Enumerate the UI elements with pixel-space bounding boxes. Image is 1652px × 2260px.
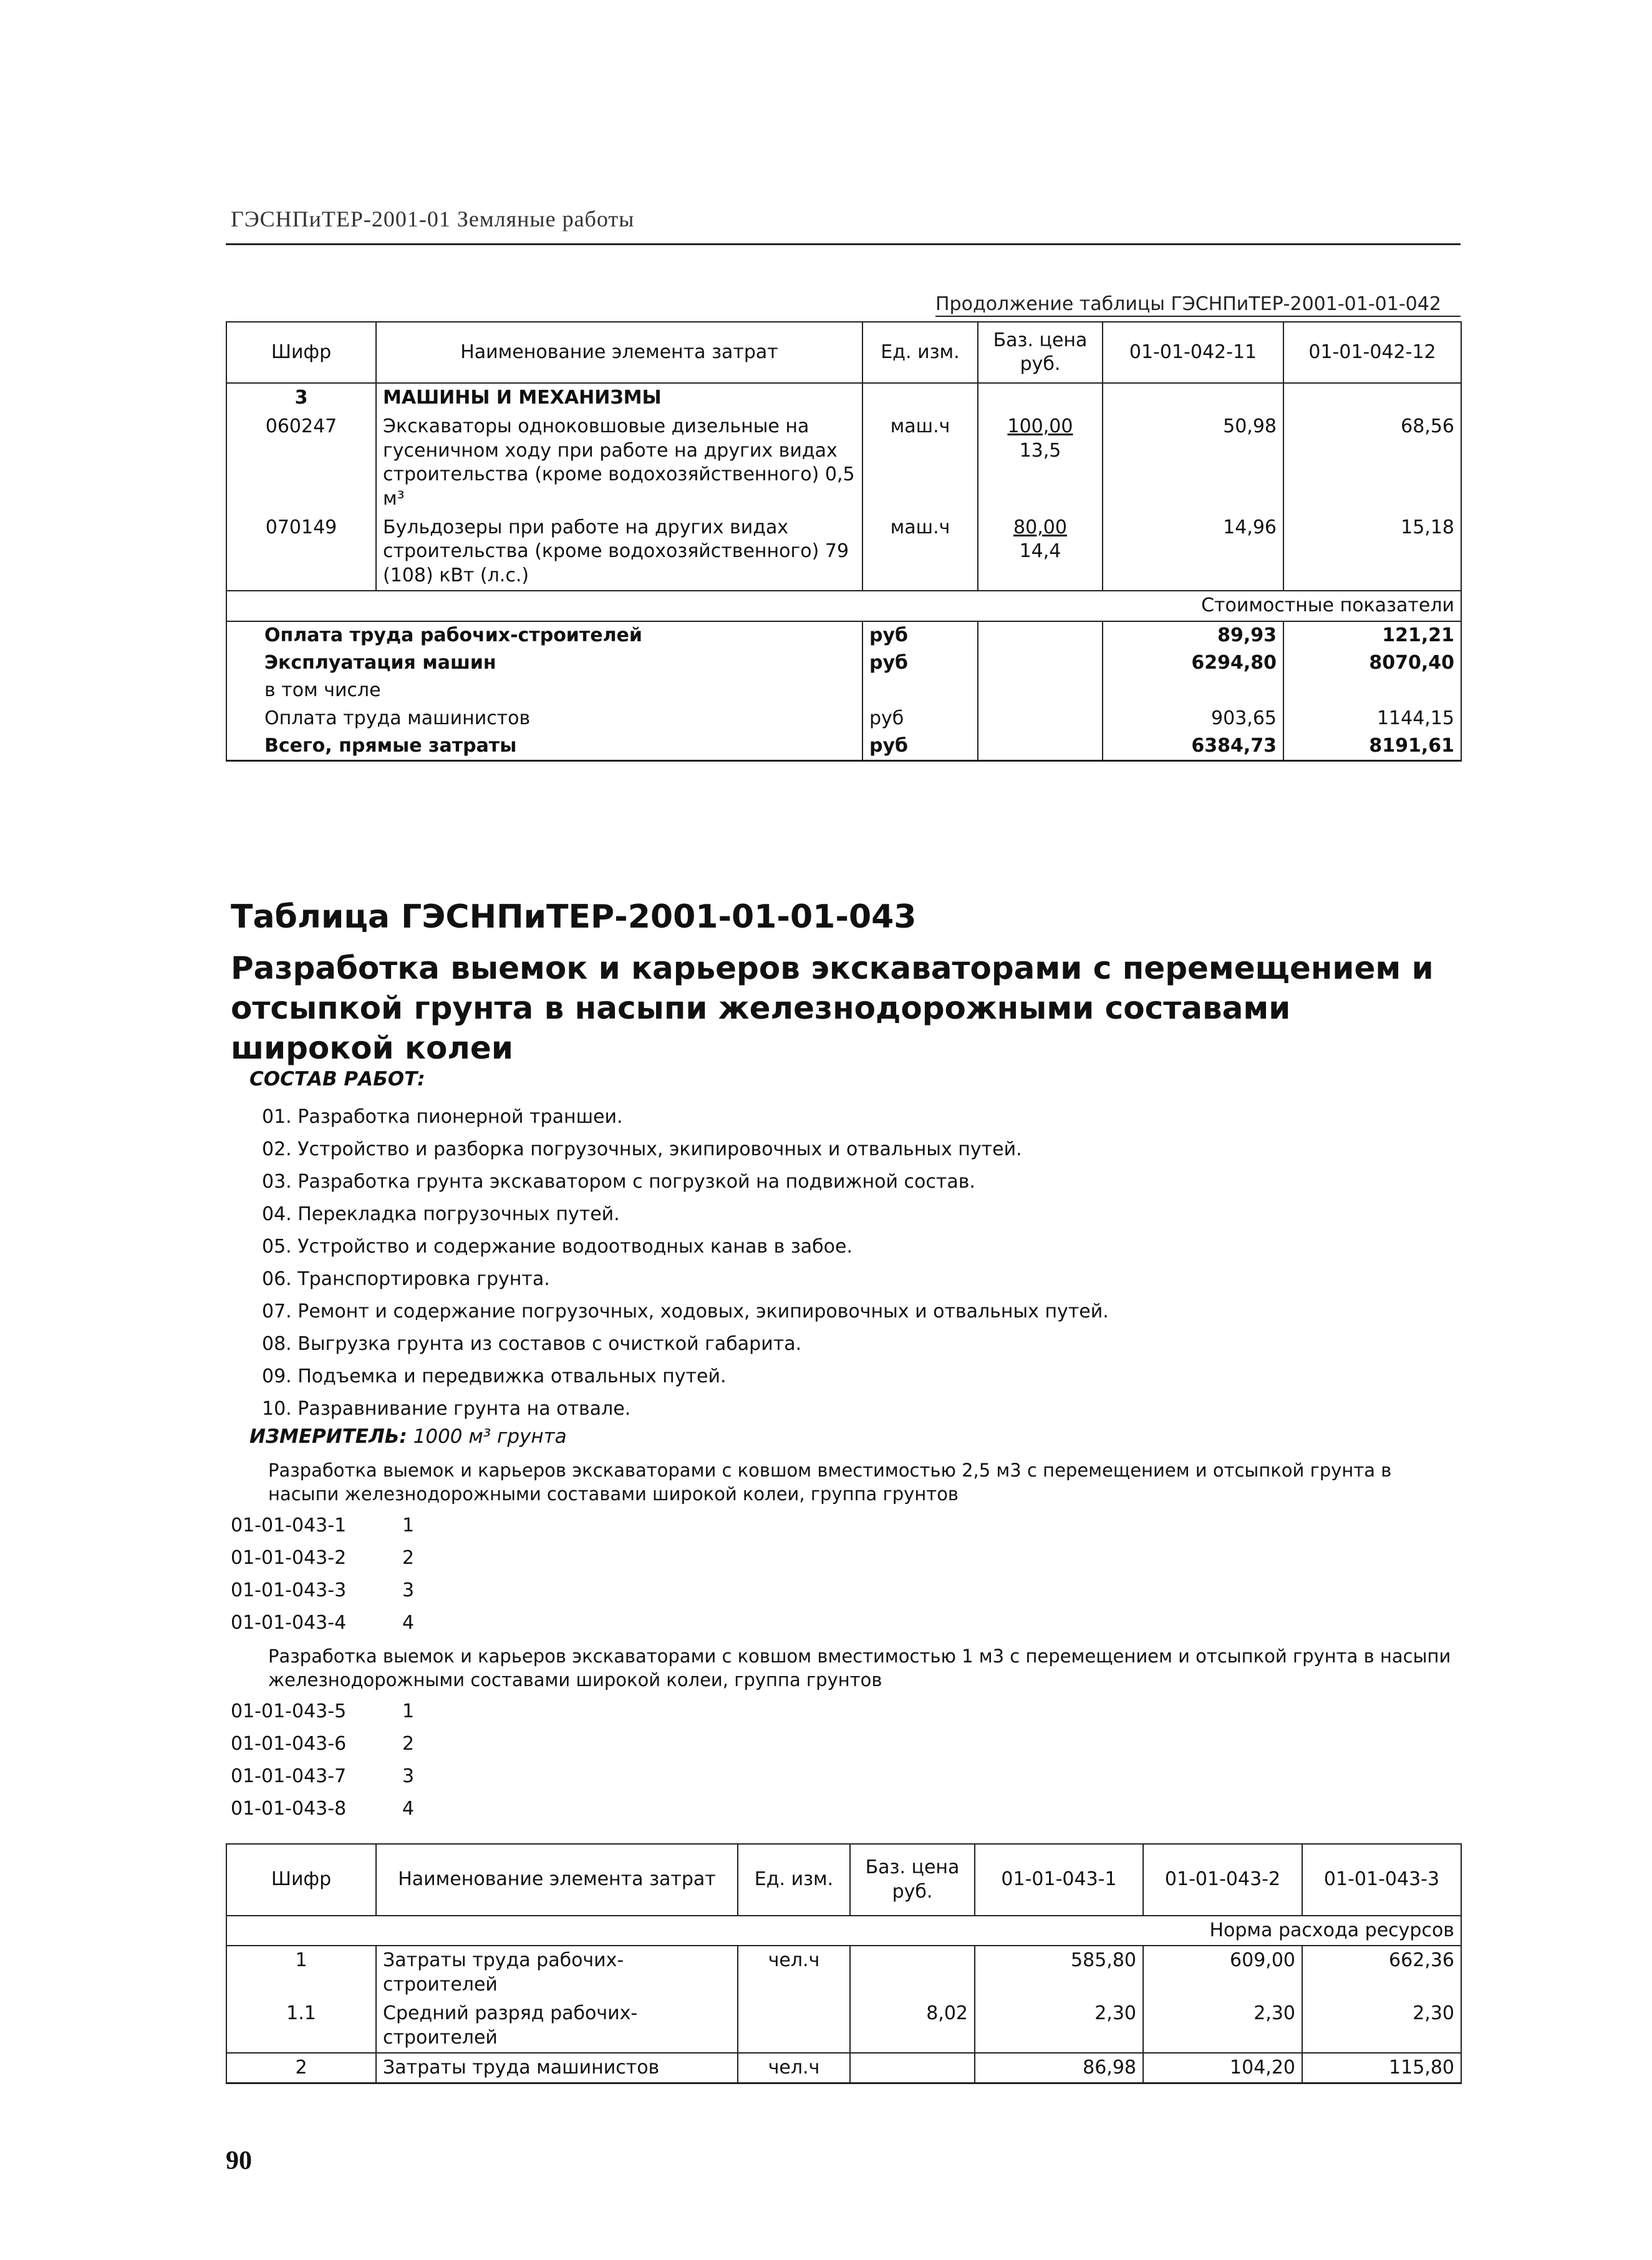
code: 01-01-043-5 <box>231 1700 347 1722</box>
summary-value-1: 6294,80 <box>1103 649 1283 677</box>
table-row <box>226 1999 1461 2053</box>
list-item: 06. Транспортировка грунта. <box>262 1268 550 1290</box>
group-description-1: Разработка выемок и карьеров экскаваторами с ковшом вместимостью 2,5 м3 с перемещением и отсыпкой грунта в насыпи железнодорожными составами широкой колеи, группа грунтов <box>268 1460 1392 1505</box>
summary-value-2: 8070,40 <box>1283 649 1461 677</box>
summary-label: Оплата труда машинистов <box>226 705 862 732</box>
code-row <box>231 1607 414 1639</box>
row-name: Затраты труда машинистов <box>376 2053 738 2083</box>
soil-group: 4 <box>402 1612 415 1634</box>
code-row <box>231 1760 414 1793</box>
header-col-043-1: 01-01-043-1 <box>975 1844 1143 1916</box>
summary-unit: руб <box>862 732 978 761</box>
code: 01-01-043-4 <box>231 1612 347 1634</box>
group-description-2: Разработка выемок и карьеров экскаваторами с ковшом вместимостью 1 м3 с перемещением и отсыпкой грунта в насыпи железнодорожными составами широкой колеи, группа грунтов <box>268 1646 1451 1690</box>
header-unit: Ед. изм. <box>862 322 978 383</box>
code-row <box>231 1793 414 1825</box>
summary-value-1 <box>1103 677 1283 704</box>
code: 01-01-043-3 <box>231 1579 347 1601</box>
summary-label: в том числе <box>226 677 862 704</box>
summary-unit: руб <box>862 621 978 649</box>
soil-group: 4 <box>402 1798 415 1820</box>
group-codes-1 <box>231 1510 414 1639</box>
row-value-3: 2,30 <box>1302 1999 1461 2053</box>
table-row <box>226 412 1461 513</box>
header-code: Шифр <box>226 1844 376 1916</box>
code-row <box>231 1574 414 1607</box>
summary-label: Эксплуатация машин <box>226 649 862 677</box>
row-price-secondary: 13,5 <box>1019 439 1061 462</box>
cost-header: Стоимостные показатели <box>226 591 1461 621</box>
row-value-1: 86,98 <box>975 2053 1143 2083</box>
soil-group: 2 <box>402 1733 415 1755</box>
code-row <box>231 1510 414 1542</box>
code: 01-01-043-2 <box>231 1547 347 1569</box>
header-code: Шифр <box>226 322 376 383</box>
list-item: 08. Выгрузка грунта из составов с очисткой габарита. <box>262 1333 802 1355</box>
work-steps-list <box>262 1101 1109 1425</box>
row-unit: чел.ч <box>738 2053 850 2083</box>
row-code: 1 <box>226 1946 376 1999</box>
soil-group: 3 <box>402 1579 415 1601</box>
row-name: Средний разряд рабочих-строителей <box>376 1999 738 2053</box>
row-value-1: 14,96 <box>1103 513 1283 591</box>
row-code: 2 <box>226 2053 376 2083</box>
list-item: 04. Перекладка погрузочных путей. <box>262 1203 620 1225</box>
table-row <box>226 1946 1461 1999</box>
row-price-value: 100,00 <box>1007 415 1073 438</box>
summary-unit: руб <box>862 705 978 732</box>
code-row <box>231 1542 414 1574</box>
group-codes-2 <box>231 1695 414 1825</box>
row-name: Затраты труда рабочих-строителей <box>376 1946 738 1999</box>
summary-value-1: 6384,73 <box>1103 732 1283 761</box>
row-price <box>850 1946 975 1999</box>
header-rule <box>226 243 1461 245</box>
row-value-2: 15,18 <box>1283 513 1461 591</box>
continuation-note: Продолжение таблицы ГЭСНПиТЕР-2001-01-01-042 <box>935 293 1441 315</box>
table-header-row <box>226 1844 1461 1916</box>
row-unit <box>738 1999 850 2053</box>
list-item: 02. Устройство и разборка погрузочных, экипировочных и отвальных путей. <box>262 1138 1022 1160</box>
summary-label: Всего, прямые затраты <box>226 732 862 761</box>
row-value-2: 68,56 <box>1283 412 1461 513</box>
header-col-043-2: 01-01-043-2 <box>1143 1844 1302 1916</box>
cost-header-row <box>226 591 1461 621</box>
continuation-note-underline <box>935 316 1461 317</box>
row-code: 070149 <box>226 513 376 591</box>
header-col-042-11: 01-01-042-11 <box>1103 322 1283 383</box>
table-section-row <box>226 383 1461 412</box>
norm-header-row <box>226 1916 1461 1946</box>
row-price <box>850 2053 975 2083</box>
row-unit: чел.ч <box>738 1946 850 1999</box>
running-header: ГЭСНПиТЕР-2001-01 Земляные работы <box>231 206 635 231</box>
summary-unit: руб <box>862 649 978 677</box>
list-item: 01. Разработка пионерной траншеи. <box>262 1106 623 1128</box>
header-col-042-12: 01-01-042-12 <box>1283 322 1461 383</box>
row-value-3: 662,36 <box>1302 1946 1461 1999</box>
soil-group: 1 <box>402 1515 415 1536</box>
list-item: 10. Разравнивание грунта на отвале. <box>262 1398 631 1420</box>
page-number: 90 <box>226 2146 252 2175</box>
row-code: 1.1 <box>226 1999 376 2053</box>
code-row <box>231 1695 414 1728</box>
summary-row <box>226 621 1461 649</box>
work-composition-label: СОСТАВ РАБОТ: <box>249 1068 425 1090</box>
soil-group: 2 <box>402 1547 415 1569</box>
soil-group: 3 <box>402 1765 415 1787</box>
code: 01-01-043-1 <box>231 1515 347 1536</box>
row-price: 8,02 <box>850 1999 975 2053</box>
summary-value-1: 903,65 <box>1103 705 1283 732</box>
code-row <box>231 1728 414 1760</box>
row-value-1: 50,98 <box>1103 412 1283 513</box>
header-name: Наименование элемента затрат <box>376 1844 738 1916</box>
header-price: Баз. цена руб. <box>978 322 1103 383</box>
list-item: 09. Подъемка и передвижка отвальных путей. <box>262 1365 727 1387</box>
row-price-value: 80,00 <box>1013 516 1067 538</box>
list-item: 07. Ремонт и содержание погрузочных, ходовых, экипировочных и отвальных путей. <box>262 1301 1109 1322</box>
row-value-2: 609,00 <box>1143 1946 1302 1999</box>
code: 01-01-043-7 <box>231 1765 347 1787</box>
table-header-row <box>226 322 1461 383</box>
row-value-2: 104,20 <box>1143 2053 1302 2083</box>
resource-table-043 <box>226 1843 1462 2084</box>
row-unit: маш.ч <box>862 513 978 591</box>
header-price: Баз. цена руб. <box>850 1844 975 1916</box>
row-value-1: 2,30 <box>975 1999 1143 2053</box>
table-title: Таблица ГЭСНПиТЕР-2001-01-01-043 <box>231 898 917 936</box>
summary-row <box>226 677 1461 704</box>
code: 01-01-043-8 <box>231 1798 347 1820</box>
summary-value-2: 8191,61 <box>1283 732 1461 761</box>
list-item: 05. Устройство и содержание водоотводных канав в забое. <box>262 1236 853 1258</box>
summary-value-2: 121,21 <box>1283 621 1461 649</box>
measure-label: ИЗМЕРИТЕЛЬ: <box>249 1425 407 1448</box>
table-row <box>226 513 1461 591</box>
code: 01-01-043-6 <box>231 1733 347 1755</box>
resource-table-042 <box>226 321 1462 762</box>
row-price <box>978 513 1103 591</box>
summary-unit <box>862 677 978 704</box>
row-price-secondary: 14,4 <box>1019 540 1061 563</box>
row-unit: маш.ч <box>862 412 978 513</box>
summary-value-1: 89,93 <box>1103 621 1283 649</box>
measure-value: 1000 м³ грунта <box>413 1425 567 1448</box>
row-price <box>978 412 1103 513</box>
header-col-043-3: 01-01-043-3 <box>1302 1844 1461 1916</box>
header-name: Наименование элемента затрат <box>376 322 862 383</box>
row-code: 060247 <box>226 412 376 513</box>
summary-row <box>226 649 1461 677</box>
row-value-1: 585,80 <box>975 1946 1143 1999</box>
summary-value-2: 1144,15 <box>1283 705 1461 732</box>
norm-header: Норма расхода ресурсов <box>226 1916 1461 1946</box>
section-code: 3 <box>226 383 376 412</box>
row-value-2: 2,30 <box>1143 1999 1302 2053</box>
table-row <box>226 2053 1461 2083</box>
section-name: МАШИНЫ И МЕХАНИЗМЫ <box>376 383 862 412</box>
row-name: Экскаваторы одноковшовые дизельные на гусеничном ходу при работе на других видах строительства (кроме водохозяйственного) 0,5 м³ <box>376 412 862 513</box>
measure-line <box>249 1425 567 1448</box>
soil-group: 1 <box>402 1700 415 1722</box>
list-item: 03. Разработка грунта экскаватором с погрузкой на подвижной состав. <box>262 1171 975 1193</box>
row-value-3: 115,80 <box>1302 2053 1461 2083</box>
summary-row <box>226 732 1461 761</box>
row-name: Бульдозеры при работе на других видах строительства (кроме водохозяйственного) 79 (108) кВт (л.с.) <box>376 513 862 591</box>
summary-label: Оплата труда рабочих-строителей <box>226 621 862 649</box>
summary-row <box>226 705 1461 732</box>
section-heading: Разработка выемок и карьеров экскаваторами с перемещением и отсыпкой грунта в насыпи железнодорожными составами широкой колеи <box>231 950 1434 1066</box>
summary-value-2 <box>1283 677 1461 704</box>
header-unit: Ед. изм. <box>738 1844 850 1916</box>
